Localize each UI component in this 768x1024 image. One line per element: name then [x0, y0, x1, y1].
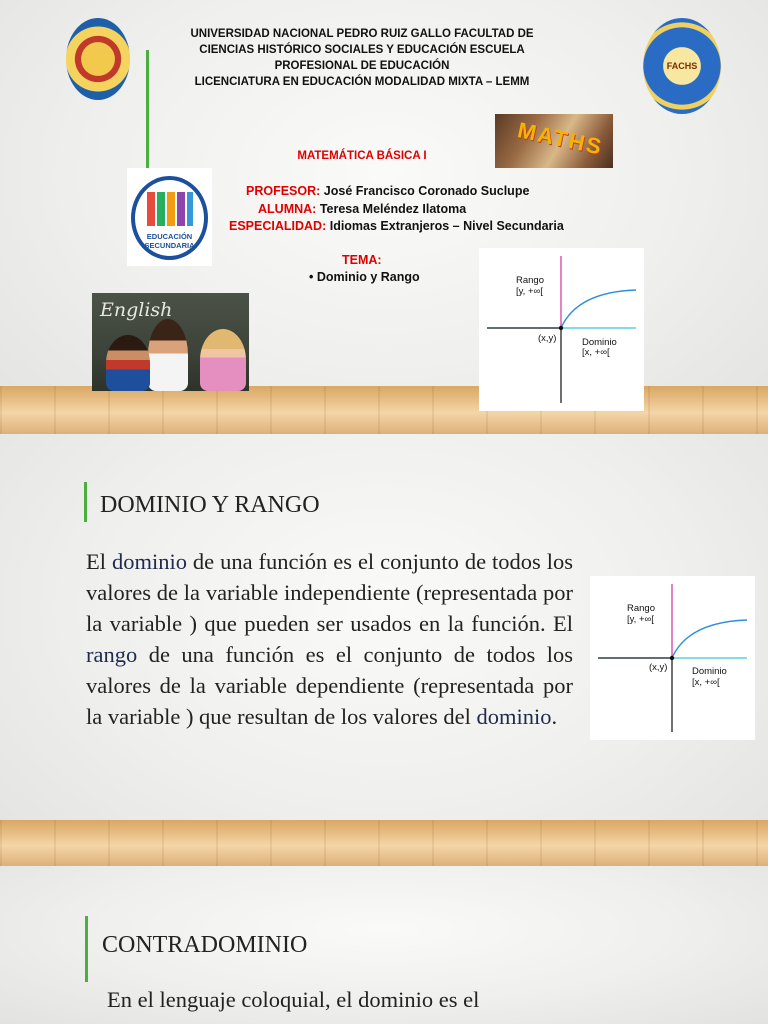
specialty-line: [229, 219, 564, 233]
origin-point: [670, 656, 674, 660]
keyword-dominio: dominio: [111, 549, 187, 574]
professor-line: [246, 184, 529, 198]
origin-point: [559, 326, 563, 330]
text-run: de una función es el conjunto de todos los valores de la variable dependiente (representada por la variable ) que resultan de los valores del: [86, 642, 573, 729]
function-curve: [561, 290, 636, 328]
specialty-label: ESPECIALIDAD:: [229, 219, 327, 233]
intro-paragraph: En el lenguaje coloquial, el dominio es el: [107, 987, 480, 1012]
domain-range-graph: [590, 576, 755, 740]
student-girl-figure: [200, 329, 246, 391]
title-accent-bar: [84, 482, 87, 522]
professor-name: José Francisco Coronado Suclupe: [323, 184, 530, 198]
graph-svg: [590, 576, 755, 740]
graph-svg: [479, 248, 644, 411]
origin-label: (x,y): [649, 662, 668, 673]
rango-label: Rango: [627, 603, 655, 614]
faculty-seal-text: FACHS: [666, 61, 698, 71]
maths-image: [495, 114, 613, 168]
text-run: .: [551, 704, 558, 729]
student-line: [258, 202, 466, 216]
university-seal-left-icon: [66, 18, 130, 100]
dominio-interval: [x, +∞[: [692, 677, 720, 688]
rango-label: Rango: [516, 275, 544, 286]
faculty-seal-right-icon: [643, 18, 721, 114]
student-boy-figure: [106, 335, 150, 391]
dominio-label: Dominio: [582, 337, 617, 348]
dominio-label: Dominio: [692, 666, 727, 677]
rango-interval: [y, +∞[: [516, 286, 543, 297]
function-curve: [672, 620, 747, 658]
chalkboard-word: English: [100, 299, 173, 321]
university-line: PROFESIONAL DE EDUCACIÓN: [274, 60, 450, 72]
slide-title: DOMINIO Y RANGO: [100, 492, 320, 518]
rango-interval: [y, +∞[: [627, 614, 654, 625]
title-accent-bar: [85, 916, 88, 982]
keyword-dominio: dominio: [476, 704, 552, 729]
wood-floor: [0, 820, 768, 866]
student-name: Teresa Meléndez Ilatoma: [319, 202, 467, 216]
maths-word: MATHS: [515, 117, 606, 160]
dominio-interval: [x, +∞[: [582, 347, 610, 358]
keyword-rango: rango: [86, 642, 138, 667]
university-line: LICENCIATURA EN EDUCACIÓN MODALIDAD MIXTA – LEMM: [194, 76, 530, 88]
university-line: UNIVERSIDAD NACIONAL PEDRO RUIZ GALLO FACULTAD DE: [190, 28, 534, 40]
domain-range-graph: [479, 248, 644, 411]
university-title: [160, 26, 564, 90]
subject-title: MATEMÁTICA BÁSICA I: [297, 150, 427, 162]
contradominio-slide: [0, 866, 768, 1024]
student-label: ALUMNA:: [258, 202, 317, 216]
edu-logo-text: EDUCACIÓN: [146, 232, 193, 241]
slide-title: CONTRADOMINIO: [102, 932, 308, 958]
cover-slide: [0, 0, 768, 434]
english-class-photo: [92, 293, 249, 391]
specialty-value: Idiomas Extranjeros – Nivel Secundaria: [329, 219, 564, 233]
educacion-secundaria-logo: [127, 168, 212, 266]
origin-label: (x,y): [538, 333, 557, 344]
topic-item: • Dominio y Rango: [309, 270, 420, 284]
wood-floor: [0, 386, 768, 434]
definition-paragraph: [86, 546, 573, 732]
edu-logo-text: SECUNDARIA: [144, 241, 195, 250]
professor-label: PROFESOR:: [246, 184, 321, 198]
students-icon: [147, 192, 193, 226]
university-line: CIENCIAS HISTÓRICO SOCIALES Y EDUCACIÓN ESCUELA: [199, 44, 525, 56]
accent-bar: [146, 50, 149, 168]
topic-label: TEMA:: [342, 253, 382, 267]
text-run: El: [86, 549, 112, 574]
text-run: de una función es el conjunto de todos los valores de la variable independiente (representada por la variable ) que pueden ser usados en la función. El: [86, 549, 573, 636]
teacher-figure: [148, 319, 188, 391]
